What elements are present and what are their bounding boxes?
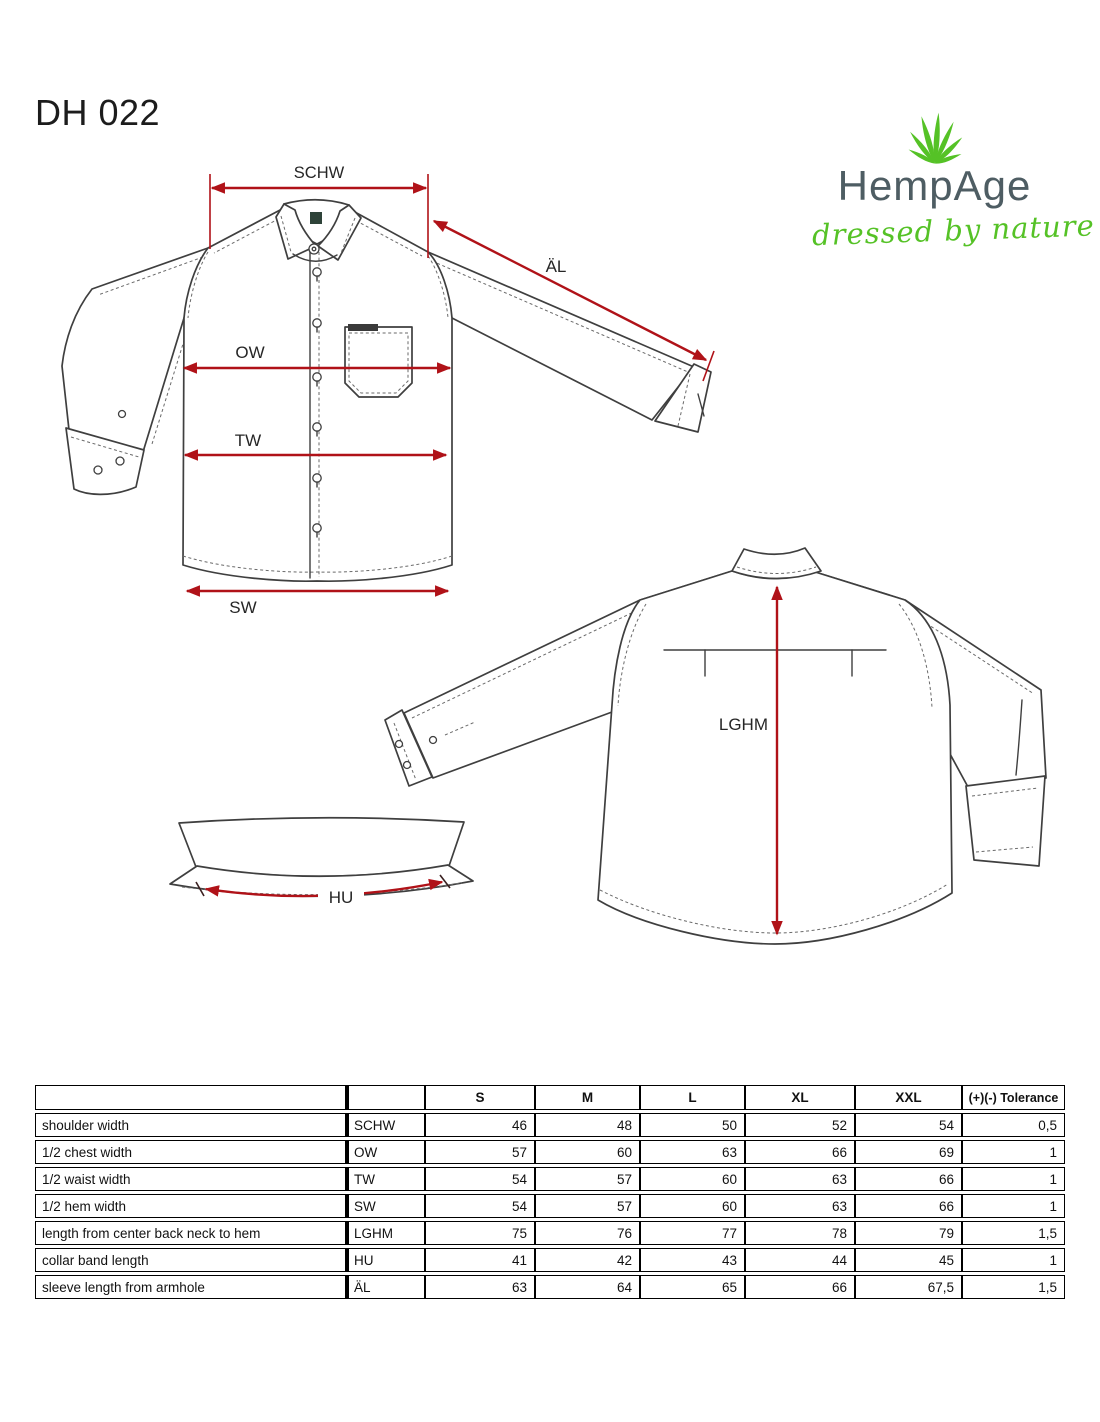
table-row: [35, 1113, 1065, 1137]
measure-label: shoulder width: [35, 1113, 348, 1137]
value-tolerance: 1,5: [962, 1221, 1065, 1245]
value-tolerance: 1: [962, 1140, 1065, 1164]
value-tolerance: 1: [962, 1167, 1065, 1191]
measure-label: sleeve length from armhole: [35, 1275, 348, 1299]
measure-code: HU: [348, 1248, 425, 1272]
table-row: [35, 1167, 1065, 1191]
measure-label: length from center back neck to hem: [35, 1221, 348, 1245]
lghm-label: LGHM: [718, 715, 768, 734]
ow-label: OW: [235, 343, 265, 362]
measure-code: ÄL: [348, 1275, 425, 1299]
brand-name: HempAge: [837, 162, 1032, 209]
value-l: 43: [640, 1248, 745, 1272]
value-s: 63: [425, 1275, 535, 1299]
value-s: 54: [425, 1167, 535, 1191]
value-xl: 63: [745, 1194, 855, 1218]
collar-tag: [310, 212, 322, 224]
value-xl: 52: [745, 1113, 855, 1137]
value-m: 57: [535, 1194, 640, 1218]
table-row: [35, 1140, 1065, 1164]
value-xxl: 69: [855, 1140, 962, 1164]
header-size-m: M: [535, 1085, 640, 1110]
brand-tagline: dressed by nature: [811, 208, 1096, 253]
measure-label: collar band length: [35, 1248, 348, 1272]
value-l: 60: [640, 1194, 745, 1218]
value-m: 64: [535, 1275, 640, 1299]
header-size-l: L: [640, 1085, 745, 1110]
value-tolerance: 0,5: [962, 1113, 1065, 1137]
measure-code: SW: [348, 1194, 425, 1218]
measure-label: 1/2 hem width: [35, 1194, 348, 1218]
value-s: 41: [425, 1248, 535, 1272]
value-m: 48: [535, 1113, 640, 1137]
sw-arrow: [187, 591, 448, 617]
value-tolerance: 1,5: [962, 1275, 1065, 1299]
value-l: 63: [640, 1140, 745, 1164]
value-l: 65: [640, 1275, 745, 1299]
value-xl: 63: [745, 1167, 855, 1191]
value-s: 75: [425, 1221, 535, 1245]
value-xl: 44: [745, 1248, 855, 1272]
front-view-drawing: [62, 200, 711, 581]
table-row: [35, 1275, 1065, 1299]
value-xl: 66: [745, 1275, 855, 1299]
pocket-label: [348, 324, 378, 331]
table-row: [35, 1221, 1065, 1245]
page-title: DH 022: [35, 92, 161, 133]
sw-label: SW: [229, 598, 257, 617]
value-xl: 78: [745, 1221, 855, 1245]
value-l: 60: [640, 1167, 745, 1191]
table-row: [35, 1248, 1065, 1272]
value-s: 54: [425, 1194, 535, 1218]
header-code: [348, 1085, 425, 1110]
measure-code: OW: [348, 1140, 425, 1164]
measure-label: 1/2 chest width: [35, 1140, 348, 1164]
size-table: [35, 1082, 1065, 1302]
measure-code: SCHW: [348, 1113, 425, 1137]
chest-pocket: [345, 324, 412, 397]
value-xxl: 66: [855, 1194, 962, 1218]
value-xl: 66: [745, 1140, 855, 1164]
measure-code: TW: [348, 1167, 425, 1191]
table-row: [35, 1194, 1065, 1218]
value-m: 57: [535, 1167, 640, 1191]
measure-code: LGHM: [348, 1221, 425, 1245]
value-l: 50: [640, 1113, 745, 1137]
back-view-drawing: [385, 548, 1046, 944]
value-xxl: 66: [855, 1167, 962, 1191]
value-tolerance: 1: [962, 1248, 1065, 1272]
size-table-header-row: [35, 1085, 1065, 1110]
ael-label: ÄL: [545, 257, 567, 276]
value-s: 46: [425, 1113, 535, 1137]
header-size-xl: XL: [745, 1085, 855, 1110]
value-m: 42: [535, 1248, 640, 1272]
value-m: 60: [535, 1140, 640, 1164]
value-s: 57: [425, 1140, 535, 1164]
value-xxl: 45: [855, 1248, 962, 1272]
measure-label: 1/2 waist width: [35, 1167, 348, 1191]
hu-label: HU: [328, 888, 354, 907]
value-l: 77: [640, 1221, 745, 1245]
tw-label: TW: [234, 431, 262, 450]
value-xxl: 79: [855, 1221, 962, 1245]
schw-label: SCHW: [293, 164, 345, 182]
header-size-xxl: XXL: [855, 1085, 962, 1110]
header-tolerance: (+)(-) Tolerance: [962, 1085, 1065, 1110]
value-m: 76: [535, 1221, 640, 1245]
header-description: [35, 1085, 348, 1110]
value-tolerance: 1: [962, 1194, 1065, 1218]
header-size-s: S: [425, 1085, 535, 1110]
value-xxl: 54: [855, 1113, 962, 1137]
value-xxl: 67,5: [855, 1275, 962, 1299]
